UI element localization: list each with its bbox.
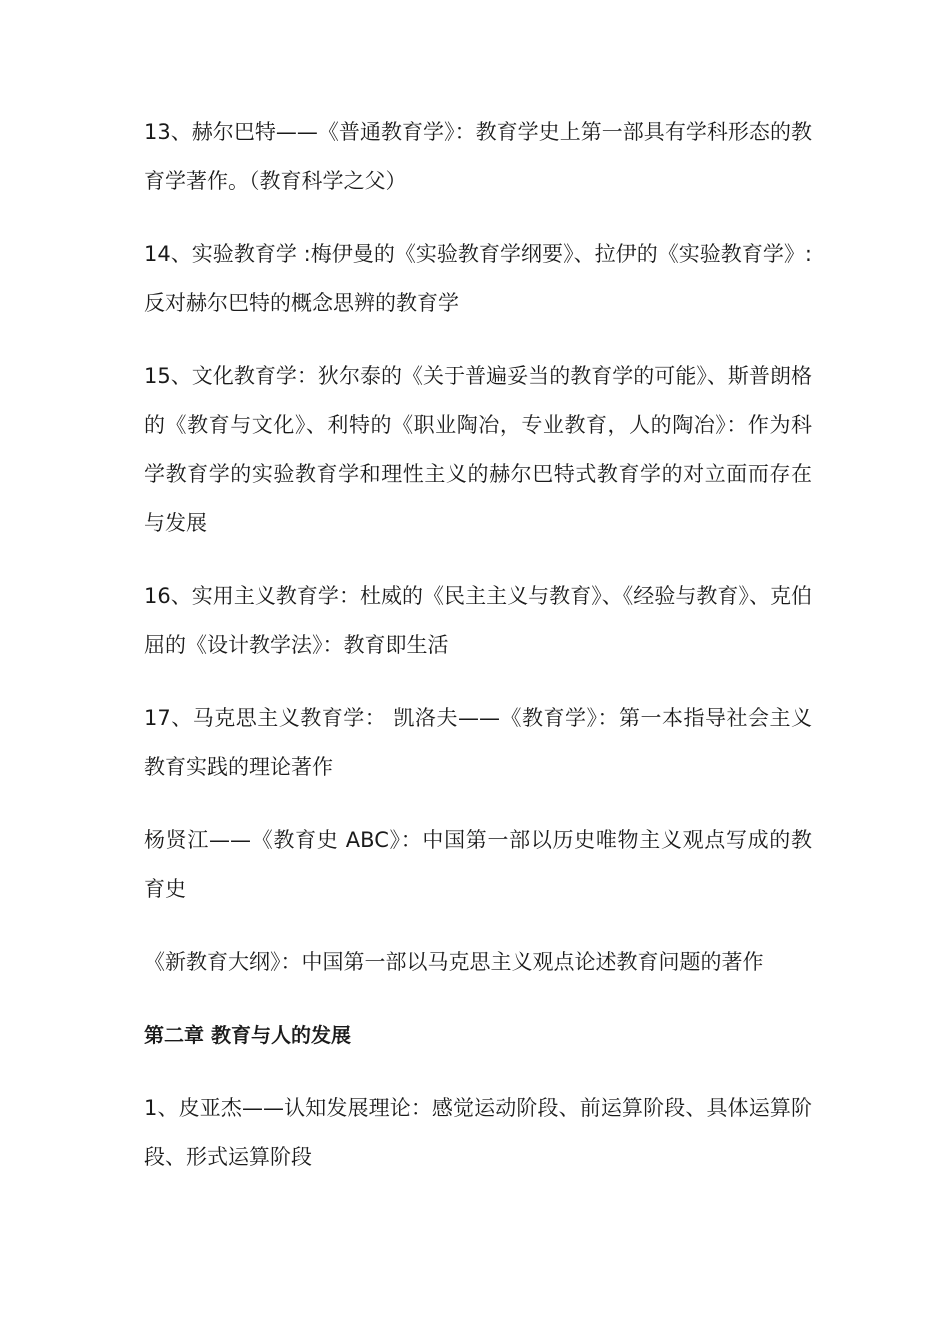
paragraph-cultural-pedagogy: 15、文化教育学：狄尔泰的《关于普遍妥当的教育学的可能》、斯普朗格的《教育与文化》、利特的《职业陶冶，专业教育，人的陶冶》：作为科学教育学的实验教育学和理性主义的赫尔巴特式教育学的对立面而存在与发展 <box>144 364 812 535</box>
chapter-heading: 第二章 教育与人的发展 <box>144 1023 351 1047</box>
paragraph-new-education-outline: 《新教育大纲》：中国第一部以马克思主义观点论述教育问题的著作 <box>144 950 764 974</box>
paragraph-yang-xianjiang: 杨贤江——《教育史 ABC》：中国第一部以历史唯物主义观点写成的教育史 <box>144 828 812 901</box>
paragraph-experimental-pedagogy: 14、实验教育学 :梅伊曼的《实验教育学纲要》、拉伊的《实验教育学》:反对赫尔巴特的概念思辨的教育学 <box>144 242 812 315</box>
paragraph-marxist-pedagogy: 17、马克思主义教育学： 凯洛夫——《教育学》：第一本指导社会主义教育实践的理论著作 <box>144 706 812 779</box>
paragraph-herbart: 13、赫尔巴特——《普通教育学》：教育学史上第一部具有学科形态的教育学著作。（教育科学之父） <box>144 120 812 193</box>
paragraph-piaget: 1、皮亚杰——认知发展理论：感觉运动阶段、前运算阶段、具体运算阶段、形式运算阶段 <box>144 1096 812 1169</box>
document-page <box>144 108 812 1206</box>
paragraph-pragmatist-pedagogy: 16、实用主义教育学：杜威的《民主主义与教育》、《经验与教育》、克伯屈的《设计教学法》：教育即生活 <box>144 584 812 657</box>
